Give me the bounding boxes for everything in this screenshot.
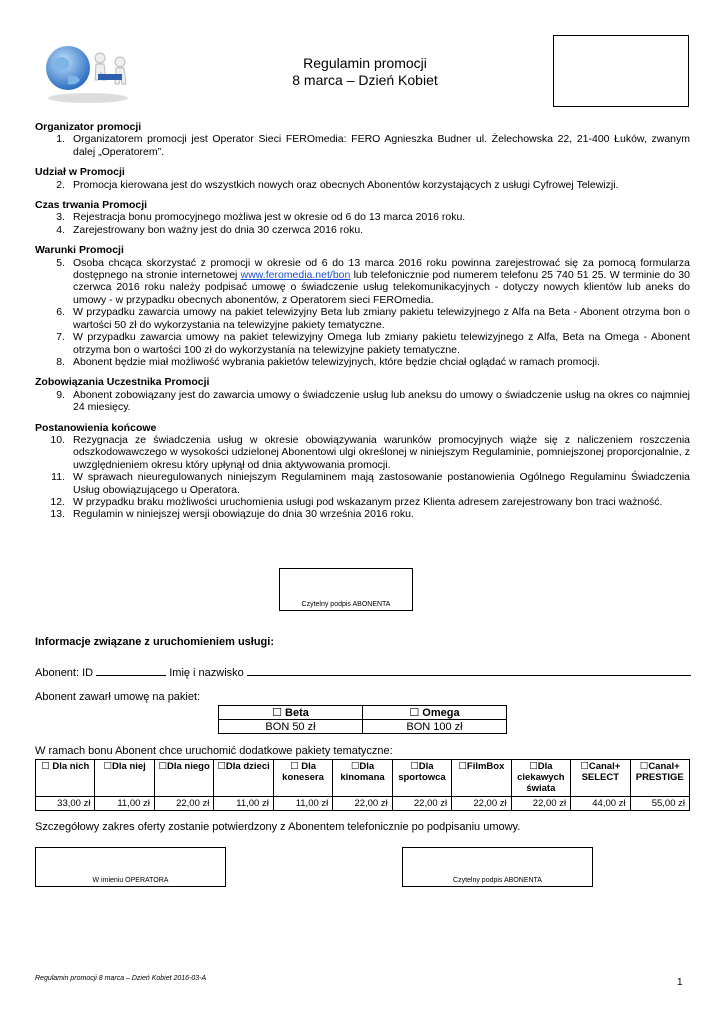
thematic-price: 22,00 zł bbox=[154, 797, 213, 811]
item-number: 11. bbox=[51, 471, 65, 484]
thematic-price: 11,00 zł bbox=[214, 797, 273, 811]
section-heading: Postanowienia końcowe bbox=[35, 421, 157, 434]
thematic-option[interactable]: ☐Canal+ PRESTIGE bbox=[630, 760, 689, 797]
section-conditions bbox=[35, 244, 690, 368]
subscriber-signature-box[interactable] bbox=[279, 568, 413, 611]
package-omega-bon: BON 100 zł bbox=[363, 720, 507, 734]
item-number: 6. bbox=[56, 306, 65, 319]
list-item bbox=[35, 508, 690, 520]
thematic-price: 22,00 zł bbox=[511, 797, 570, 811]
item-text-after: lub telefonicznie pod numerem telefonu 25 740 51 25. W terminie do 30 czerwca 2016 roku należy podpisać umowę o świadczenie usług telekomunikacyjnych - dotyczy nowych klientów lub aneks do umowy - w przypadku obecnych abonentów, z Operatorem sieci FEROmedia. bbox=[73, 269, 690, 306]
thematic-packages-table bbox=[35, 759, 690, 811]
regulations-content bbox=[35, 121, 690, 529]
thematic-price: 11,00 zł bbox=[273, 797, 332, 811]
list-item bbox=[35, 356, 690, 368]
list-item bbox=[35, 133, 690, 158]
operator-signature-box[interactable] bbox=[35, 847, 226, 887]
item-text: Organizatorem promocji jest Operator Sieci FEROmedia: FERO Agnieszka Budner ul. Żelechowska 22, 21-400 Łuków, zwanym dalej „Operatorem”. bbox=[73, 133, 690, 158]
thematic-option[interactable]: ☐Dla dzieci bbox=[214, 760, 273, 797]
section-heading: Warunki Promocji bbox=[35, 244, 124, 257]
thematic-price: 33,00 zł bbox=[36, 797, 95, 811]
list-item bbox=[35, 211, 690, 223]
section-heading: Czas trwania Promocji bbox=[35, 199, 148, 212]
subscriber-id-label: Abonent: ID bbox=[35, 667, 94, 679]
item-number: 13. bbox=[50, 508, 65, 521]
subscriber-id-line bbox=[35, 664, 695, 679]
signature-label: Czytelny podpis ABONENTA bbox=[453, 877, 542, 884]
thematic-option[interactable]: ☐Dla ciekawych świata bbox=[511, 760, 570, 797]
registration-link[interactable]: www.feromedia.net/bon bbox=[240, 269, 351, 282]
page-number: 1 bbox=[677, 977, 683, 988]
title-line-1: Regulamin promocji bbox=[303, 55, 427, 71]
package-table bbox=[218, 705, 507, 734]
item-number: 12. bbox=[50, 495, 65, 508]
thematic-price: 22,00 zł bbox=[452, 797, 511, 811]
item-text: Zarejestrowany bon ważny jest do dnia 30 czerwca 2016 roku. bbox=[73, 223, 364, 236]
thematic-option[interactable]: ☐ Dla nich bbox=[36, 760, 95, 797]
list-item bbox=[35, 496, 690, 508]
package-beta-bon: BON 50 zł bbox=[219, 720, 363, 734]
subscriber-signature-box-2[interactable] bbox=[402, 847, 593, 887]
thematic-option[interactable]: ☐ Dla konesera bbox=[273, 760, 332, 797]
package-line: Abonent zawarł umowę na pakiet: bbox=[35, 691, 201, 703]
item-text: Abonent zobowiązany jest do zawarcia umowy o świadczenie usług lub aneksu do umowy o świadczenie usług na okres co najmniej 24 miesięcy. bbox=[73, 388, 690, 414]
section-final-provisions bbox=[35, 422, 690, 521]
thematic-price: 22,00 zł bbox=[333, 797, 392, 811]
thematic-price: 55,00 zł bbox=[630, 797, 689, 811]
thematic-price: 44,00 zł bbox=[571, 797, 630, 811]
item-text-before: Osoba chcąca skorzystać z promocji w okresie od 6 do 13 marca 2016 roku powinna zarejestrować się za pomocą formularza dostępnego na stronie internetowej bbox=[73, 256, 690, 282]
name-field[interactable] bbox=[247, 664, 691, 676]
item-number: 3. bbox=[56, 211, 65, 224]
section-organizer bbox=[35, 121, 690, 158]
subscriber-id-field[interactable] bbox=[96, 664, 166, 676]
thematic-option[interactable]: ☐FilmBox bbox=[452, 760, 511, 797]
item-text: Promocja kierowana jest do wszystkich nowych oraz obecnych Abonentów korzystających z usługi Cyfrowej Telewizji. bbox=[73, 178, 619, 191]
signature-label: Czytelny podpis ABONENTA bbox=[301, 601, 391, 608]
list-item bbox=[35, 331, 690, 356]
thematic-option[interactable]: ☐Dla kinomana bbox=[333, 760, 392, 797]
info-heading: Informacje związane z uruchomieniem usługi: bbox=[35, 636, 274, 648]
footer-text: Regulamin promocji 8 marca – Dzień Kobiet 2016-03-A bbox=[35, 975, 207, 982]
list-item bbox=[35, 306, 690, 331]
list-item bbox=[35, 257, 690, 307]
item-text: W sprawach nieuregulowanych niniejszym Regulaminem mają zastosowanie postanowienia Ogólnego Regulaminu Świadczenia Usług obowiązującego u Operatora. bbox=[73, 471, 690, 496]
logo-image bbox=[38, 42, 136, 104]
item-number: 7. bbox=[56, 331, 65, 344]
item-number: 5. bbox=[56, 256, 65, 269]
list-item bbox=[35, 389, 690, 414]
document-title bbox=[200, 55, 530, 89]
item-text: W przypadku zawarcia umowy na pakiet telewizyjny Beta lub zmiany pakietu telewizyjnego z Alfa na Beta - Abonent otrzyma bon o wartości 50 zł do wykorzystania na telewizyjne pakiety tematyczne. bbox=[73, 306, 690, 331]
thematic-option[interactable]: ☐Dla niej bbox=[95, 760, 154, 797]
section-obligations bbox=[35, 376, 690, 413]
item-text: W przypadku braku możliwości uruchomienia usługi pod wskazanym przez Klienta adresem zarejestrowany bon traci ważność. bbox=[73, 495, 663, 508]
section-heading: Udział w Promocji bbox=[35, 166, 125, 179]
signature-label: W imieniu OPERATORA bbox=[92, 877, 169, 884]
name-label: Imię i nazwisko bbox=[169, 667, 244, 679]
item-text bbox=[73, 257, 690, 307]
list-item bbox=[35, 179, 690, 191]
item-text: Regulamin w niniejszej wersji obowiązuje do dnia 30 września 2016 roku. bbox=[73, 508, 414, 521]
package-omega-option[interactable]: ☐ Omega bbox=[363, 706, 507, 720]
section-heading: Organizator promocji bbox=[35, 121, 142, 133]
item-number: 9. bbox=[56, 388, 65, 401]
item-number: 1. bbox=[56, 133, 65, 146]
list-item bbox=[35, 434, 690, 471]
item-text: W przypadku zawarcia umowy na pakiet telewizyjny Omega lub zmiany pakietu telewizyjnego z Alfa, Beta na Omega - Abonent otrzyma bon o wartości 100 zł do wykorzystania na telewizyjne pakiety tematyczne. bbox=[73, 331, 690, 356]
thematic-option[interactable]: ☐Dla niego bbox=[154, 760, 213, 797]
item-text: Rejestracja bonu promocyjnego możliwa jest w okresie od 6 do 13 marca 2016 roku. bbox=[73, 211, 466, 224]
list-item bbox=[35, 224, 690, 236]
title-line-2: 8 marca – Dzień Kobiet bbox=[292, 72, 438, 88]
item-number: 10. bbox=[50, 433, 65, 446]
item-text: Rezygnacja ze świadczenia usług w okresie obowiązywania warunków promocyjnych wiąże się z naliczeniem roszczenia odszkodowawczego w wysokości udzielonej Abonentowi ulgi określonej w niniejszym Regulaminie, pomniejszonej proporcjonalnie, z uwzględnieniem okresu który upłynął od dnia aktywowania promocji. bbox=[73, 433, 690, 471]
thematic-line: W ramach bonu Abonent chce uruchomić dodatkowe pakiety tematyczne: bbox=[35, 745, 393, 757]
section-participation bbox=[35, 166, 690, 191]
item-number: 8. bbox=[56, 355, 65, 368]
section-duration bbox=[35, 199, 690, 236]
item-text: Abonent będzie miał możliwość wybrania pakietów telewizyjnych, które będzie chciał oglądać w ramach promocji. bbox=[73, 355, 600, 368]
thematic-price: 22,00 zł bbox=[392, 797, 451, 811]
section-heading: Zobowiązania Uczestnika Promocji bbox=[35, 376, 210, 389]
thematic-price: 11,00 zł bbox=[95, 797, 154, 811]
details-note: Szczegółowy zakres oferty zostanie potwierdzony z Abonentem telefonicznie po podpisaniu umowy. bbox=[35, 821, 521, 833]
thematic-option[interactable]: ☐Dla sportowca bbox=[392, 760, 451, 797]
package-beta-option[interactable]: ☐ Beta bbox=[219, 706, 363, 720]
item-number: 2. bbox=[56, 178, 65, 191]
list-item bbox=[35, 471, 690, 496]
item-number: 4. bbox=[56, 223, 65, 236]
stamp-box bbox=[553, 35, 689, 107]
thematic-option[interactable]: ☐Canal+ SELECT bbox=[571, 760, 630, 797]
